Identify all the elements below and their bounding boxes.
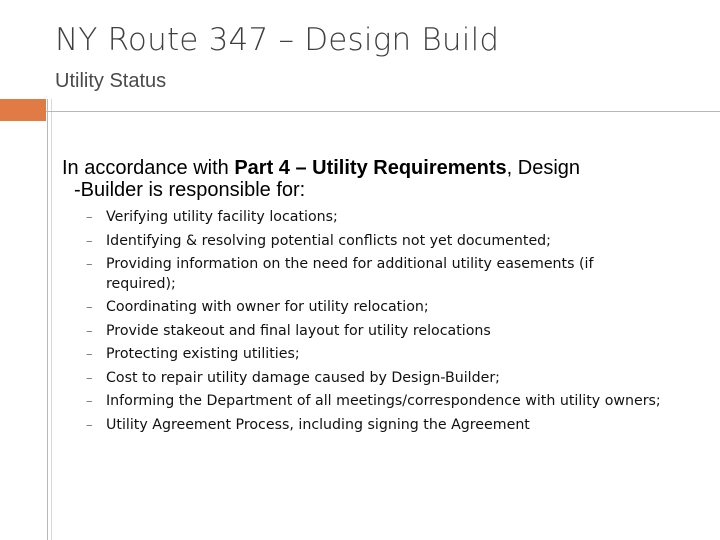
list-item-text: Protecting existing utilities; [106, 346, 300, 363]
bullet-dash: – [86, 417, 93, 433]
list-item [86, 232, 666, 252]
slide-subtitle: Utility Status [55, 70, 167, 92]
list-item [86, 298, 666, 318]
vertical-divider [47, 99, 48, 540]
bullet-dash: – [86, 370, 93, 386]
horizontal-rule [46, 111, 720, 112]
list-item-text: Utility Agreement Process, including signing the Agreement [106, 416, 530, 433]
responsibility-list [86, 208, 666, 439]
vertical-divider-secondary [51, 99, 52, 540]
intro-suffix: , Design [506, 157, 581, 179]
bullet-dash: – [86, 210, 93, 225]
list-item [86, 392, 666, 412]
intro-paragraph [62, 157, 697, 201]
slide-title: NY Route 347 – Design Build [55, 22, 500, 58]
bullet-dash: – [86, 300, 93, 316]
list-item-text: Provide stakeout and final layout for utility relocations [106, 322, 491, 339]
bullet-dash: – [86, 257, 93, 272]
intro-line2: -Builder is responsible for: [74, 179, 306, 201]
list-item-text: Informing the Department of all meetings/correspondence with utility owners; [106, 393, 661, 410]
bullet-dash: – [86, 347, 93, 363]
list-item [86, 255, 666, 294]
list-item-text: Identifying & resolving potential conflicts not yet documented; [106, 232, 551, 249]
list-item-text: Cost to repair utility damage caused by Design-Builder; [106, 369, 500, 386]
list-item-text: Coordinating with owner for utility relocation; [106, 299, 429, 316]
list-item [86, 416, 666, 436]
list-item [86, 208, 666, 228]
bullet-dash: – [86, 323, 93, 339]
bullet-dash: – [86, 233, 93, 249]
list-item [86, 369, 666, 389]
accent-bar [0, 99, 46, 121]
list-item [86, 322, 666, 342]
list-item [86, 345, 666, 365]
intro-prefix: In accordance with [62, 157, 235, 179]
list-item-text: Providing information on the need for additional utility easements (if required); [106, 256, 594, 292]
intro-bold: Part 4 – Utility Requirements [234, 157, 507, 179]
list-item-text: Verifying utility facility locations; [106, 209, 338, 225]
bullet-dash: – [86, 394, 93, 410]
